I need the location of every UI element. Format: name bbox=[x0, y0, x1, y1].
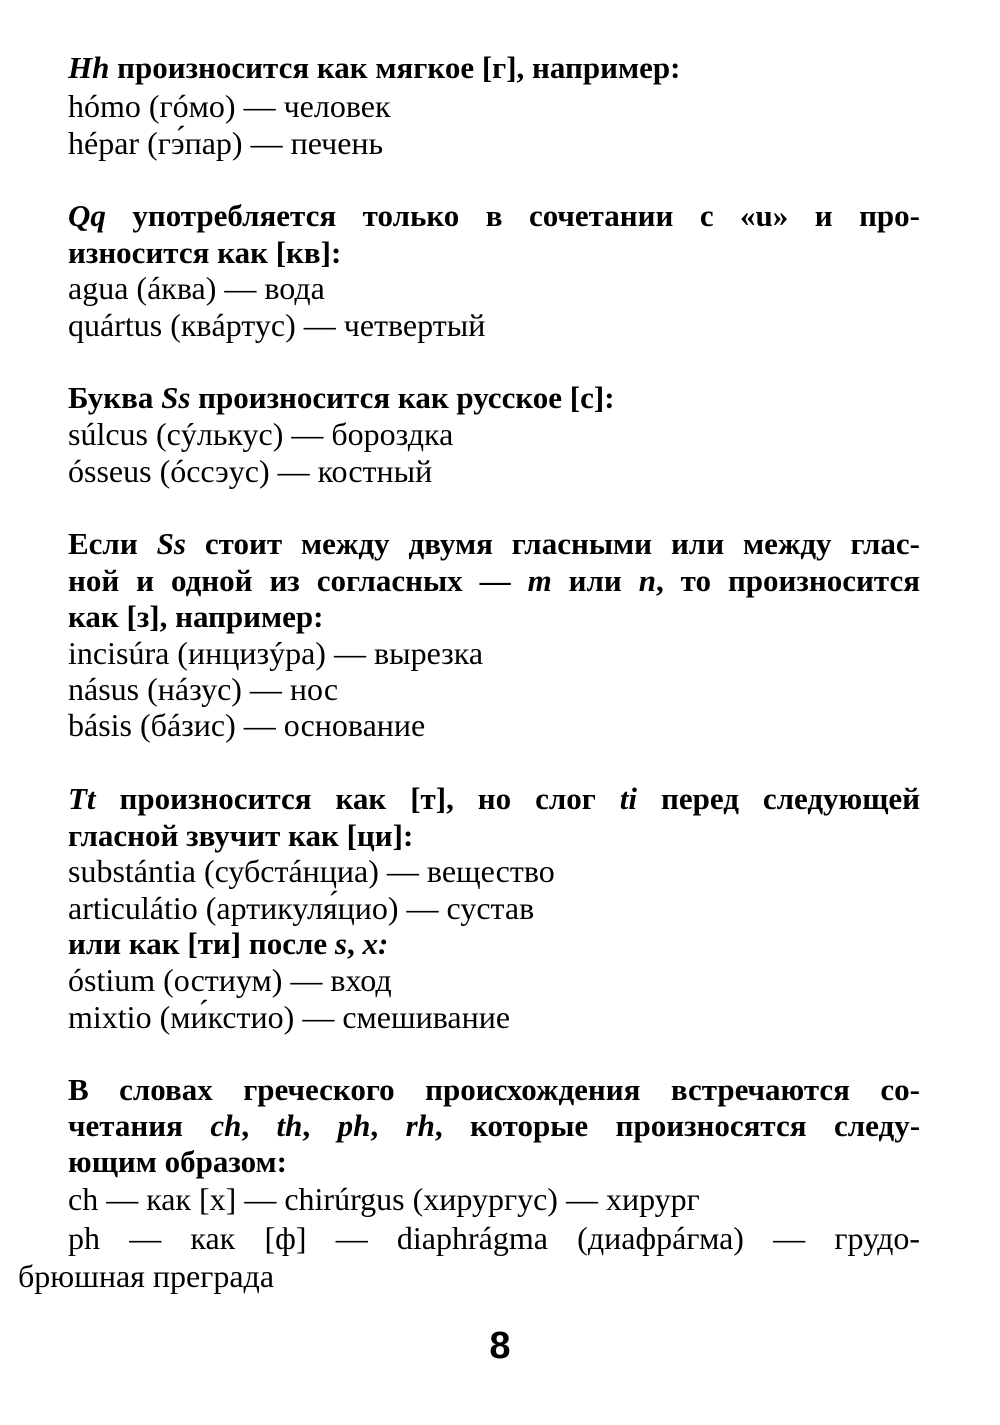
ss-example-2: ósseus (óссэус) — костный bbox=[68, 453, 433, 489]
qq-example-2: quártus (квáртус) — четвертый bbox=[68, 307, 486, 343]
hh-rule: Hh произносится как мягкое [г], например: bbox=[68, 50, 681, 85]
letter-ss: Ss bbox=[161, 380, 191, 415]
ss-voicing-example-1: incisúra (инцизýра) — вырезка bbox=[68, 635, 484, 671]
greek-rule-line-2: четания ch, th, ph, rh, которые произносятся следу- bbox=[68, 1108, 921, 1143]
tt-example-1: substántia (субстáнциа) — вещество bbox=[68, 853, 555, 889]
ss-voicing-rule-line-1: Если Ss стоит между двумя гласными или между глас- bbox=[68, 526, 920, 561]
letter-hh: Hh bbox=[68, 50, 110, 85]
hh-example-2: hépar (гэ́пар) — печень bbox=[68, 125, 384, 161]
greek-example-1: ch — как [х] — chirúrgus (хирургус) — хирург bbox=[68, 1181, 700, 1217]
hh-example-1: hómo (гóмо) — человек bbox=[68, 88, 391, 124]
qq-example-1: agua (áква) — вода bbox=[68, 270, 325, 306]
letter-qq: Qq bbox=[68, 198, 106, 233]
greek-example-2: ph — как [ф] — diaphrágma (диафрáгма) — грудо- bbox=[68, 1220, 920, 1256]
greek-rule-line-1: В словах греческого происхождения встречаются со- bbox=[68, 1072, 920, 1107]
tt-rule-line-3: или как [ти] после s, x: bbox=[68, 926, 389, 961]
ss-voicing-rule-line-3: как [з], например: bbox=[68, 599, 324, 634]
ss-voicing-rule-line-2: ной и одной из согласных — m или n, то произносится bbox=[68, 563, 920, 598]
tt-example-4: mixtio (ми́кстио) — смешивание bbox=[68, 999, 511, 1035]
qq-rule-line-2: износится как [кв]: bbox=[68, 235, 342, 270]
tt-example-2: articulátio (артикуля́цио) — сустав bbox=[68, 890, 535, 926]
ss-rule: Буква Ss произносится как русское [с]: bbox=[68, 380, 615, 415]
letter-tt: Tt bbox=[68, 781, 96, 816]
ss-example-1: súlcus (сýлькус) — бороздка bbox=[68, 416, 454, 452]
tt-example-3: óstium (остиум) — вход bbox=[68, 962, 392, 998]
tt-rule-line-1: Tt произносится как [т], но слог ti перед следующей bbox=[68, 781, 920, 816]
greek-rule-line-3: ющим образом: bbox=[68, 1144, 287, 1179]
ss-voicing-example-2: násus (нáзус) — нос bbox=[68, 671, 339, 707]
ss-voicing-example-3: básis (бáзис) — основание bbox=[68, 707, 426, 743]
greek-example-2-continuation: брюшная преграда bbox=[18, 1258, 275, 1294]
tt-rule-line-2: гласной звучит как [ци]: bbox=[68, 818, 414, 853]
page-number: 8 bbox=[489, 1325, 511, 1367]
qq-rule-line-1: Qq употребляется только в сочетании с «u» и про- bbox=[68, 198, 920, 233]
